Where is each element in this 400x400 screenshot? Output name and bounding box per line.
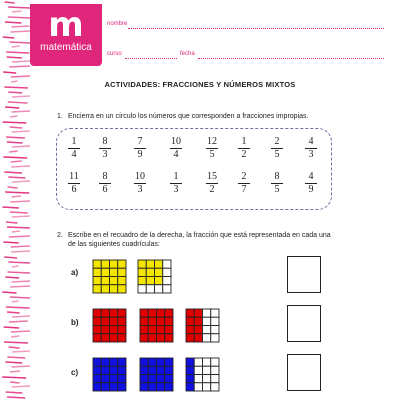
grid-cell-filled — [186, 375, 194, 383]
shaded-grid — [139, 357, 174, 392]
sidebar-stroke — [4, 257, 17, 258]
grid-cell-empty — [211, 358, 219, 366]
grid-cell-filled — [140, 326, 148, 334]
grid-cell-filled — [118, 285, 126, 293]
sidebar-stroke — [3, 37, 15, 38]
grid-cell-filled — [186, 317, 194, 325]
numerator: 4 — [308, 171, 314, 182]
shaded-grid — [92, 357, 127, 392]
row2-fraction[interactable] — [233, 171, 255, 196]
grid-cell-filled — [165, 383, 173, 391]
sidebar-stroke — [9, 66, 30, 67]
grid-cell-filled — [165, 334, 173, 342]
shaded-grid — [185, 308, 220, 343]
grid-cell-filled — [194, 317, 202, 325]
sidebar-stroke — [2, 377, 26, 378]
grid-cell-empty — [203, 358, 211, 366]
grid-cell-filled — [101, 260, 109, 268]
q2-number: 2. — [57, 232, 63, 239]
grid-cell-empty — [203, 326, 211, 334]
sidebar-pattern — [0, 0, 31, 400]
grid-cell-filled — [93, 285, 101, 293]
denominator: 9 — [137, 149, 143, 160]
row2-fraction[interactable] — [129, 171, 151, 196]
grid-cell-filled — [93, 309, 101, 317]
sidebar-stroke — [9, 321, 28, 322]
grid-cell-filled — [157, 326, 165, 334]
grid-cell-filled — [165, 375, 173, 383]
denominator: 4 — [173, 149, 179, 160]
sidebar-stroke — [12, 181, 30, 182]
sidebar-stroke — [5, 107, 19, 108]
sidebar-stroke — [12, 46, 20, 47]
grid-cell-filled — [110, 260, 118, 268]
sidebar-stroke — [10, 127, 22, 128]
grid-cell-filled — [194, 309, 202, 317]
grid-cell-filled — [138, 260, 146, 268]
sidebar-stroke — [12, 386, 30, 387]
sidebar-stroke — [11, 26, 29, 27]
grid-cell-filled — [93, 326, 101, 334]
grid-cell-filled — [140, 358, 148, 366]
grid-cell-empty — [194, 366, 202, 374]
row2-fraction[interactable] — [266, 171, 288, 196]
grid-cell-empty — [138, 285, 146, 293]
nombre-label: nombre — [107, 21, 128, 27]
grid-cell-empty — [155, 285, 163, 293]
grid-cell-empty — [163, 285, 171, 293]
grid-cell-filled — [165, 366, 173, 374]
grid-cell-filled — [148, 317, 156, 325]
grid-cell-empty — [203, 383, 211, 391]
sidebar-stroke — [6, 307, 30, 308]
denominator: 6 — [71, 184, 77, 195]
row1-fraction[interactable] — [201, 136, 223, 161]
row1-fraction[interactable] — [266, 136, 288, 161]
numerator: 10 — [171, 136, 181, 147]
grid-cell-filled — [157, 358, 165, 366]
sidebar-stroke — [12, 231, 20, 232]
denominator: 7 — [241, 184, 247, 195]
grid-cell-filled — [157, 317, 165, 325]
grid-cell-filled — [148, 334, 156, 342]
grid-cell-filled — [186, 326, 194, 334]
sidebar-stroke — [9, 236, 30, 237]
grid-cell-filled — [110, 383, 118, 391]
numerator: 2 — [274, 136, 280, 147]
grid-cell-filled — [186, 366, 194, 374]
row1-fraction[interactable] — [129, 136, 151, 161]
grid-cell-filled — [110, 326, 118, 334]
q1-number: 1. — [57, 113, 63, 120]
grid-cell-empty — [203, 317, 211, 325]
denominator: 5 — [274, 184, 280, 195]
sidebar-stroke — [12, 316, 30, 317]
sidebar-stroke — [11, 246, 30, 247]
logo-letter: m — [48, 5, 84, 45]
sidebar-stroke — [5, 277, 19, 278]
sidebar-stroke — [11, 336, 19, 337]
grid-cell-empty — [194, 375, 202, 383]
sidebar-stroke — [11, 161, 22, 162]
row1-fraction[interactable] — [233, 136, 255, 161]
grid-cell-filled — [140, 309, 148, 317]
sidebar-stroke — [8, 272, 30, 273]
grid-cell-filled — [93, 277, 101, 285]
sidebar-stroke — [10, 212, 28, 213]
numerator: 1 — [173, 171, 179, 182]
grid-cell-filled — [148, 375, 156, 383]
q2-text-line2: de las siguientes cuadrículas: — [68, 241, 160, 248]
grid-cell-filled — [110, 358, 118, 366]
grid-cell-filled — [93, 383, 101, 391]
grid-cell-filled — [110, 285, 118, 293]
grid-cell-filled — [110, 334, 118, 342]
sidebar-stroke — [10, 116, 17, 117]
grid-cell-filled — [101, 334, 109, 342]
grid-cell-filled — [118, 260, 126, 268]
sidebar-stroke — [3, 157, 27, 158]
sidebar-stroke — [7, 312, 20, 313]
sidebar-stroke — [12, 96, 30, 97]
sidebar-stroke — [2, 292, 16, 293]
q1-text: Encierra en un círculo los números que corresponden a fracciones impropias. — [68, 113, 309, 120]
page-title: ACTIVIDADES: FRACCIONES Y NÚMEROS MIXTOS — [104, 80, 296, 89]
grid-cell-filled — [155, 268, 163, 276]
sidebar-stroke — [10, 286, 30, 287]
grid-cell-empty — [203, 375, 211, 383]
grid-cell-filled — [101, 317, 109, 325]
sidebar-stroke — [3, 72, 16, 73]
grid-cell-filled — [110, 268, 118, 276]
row2-fraction[interactable] — [63, 171, 85, 196]
denominator: 4 — [71, 149, 77, 160]
curso-line[interactable] — [125, 58, 177, 59]
sidebar-stroke — [2, 207, 19, 208]
grid-cell-empty — [163, 277, 171, 285]
grid-cell-filled — [93, 375, 101, 383]
grid-cell-filled — [146, 277, 154, 285]
numerator: 7 — [137, 136, 143, 147]
sidebar-stroke — [4, 342, 28, 343]
grid-cell-filled — [148, 309, 156, 317]
grid-cell-filled — [101, 326, 109, 334]
sidebar-stroke — [6, 222, 17, 223]
sidebar-stroke — [12, 366, 30, 367]
numerator: 1 — [71, 136, 77, 147]
row-b-label: b) — [71, 318, 79, 327]
denominator: 5 — [274, 149, 280, 160]
sidebar-stroke — [6, 137, 25, 138]
denominator: 2 — [241, 149, 247, 160]
sidebar-stroke — [7, 57, 22, 58]
grid-cell-filled — [148, 326, 156, 334]
shaded-grid — [139, 308, 174, 343]
grid-cell-filled — [118, 309, 126, 317]
grid-cell-filled — [118, 334, 126, 342]
sidebar-stroke — [12, 11, 21, 12]
denominator: 3 — [137, 184, 143, 195]
grid-cell-filled — [165, 326, 173, 334]
grid-cell-filled — [140, 317, 148, 325]
curso-label: curso — [107, 51, 122, 57]
shaded-grid — [92, 259, 127, 294]
row1-fraction[interactable] — [94, 136, 116, 161]
sidebar-stroke — [12, 216, 30, 217]
grid-cell-filled — [140, 383, 148, 391]
row1-fraction[interactable] — [165, 136, 187, 161]
q2-text-line1: Escribe en el recuadro de la derecha, la fracción que está representada en cada una — [68, 232, 331, 239]
row-c-label: c) — [71, 368, 79, 377]
grid-cell-empty — [203, 366, 211, 374]
denominator: 9 — [308, 184, 314, 195]
sidebar-stroke — [10, 31, 30, 32]
grid-cell-filled — [157, 383, 165, 391]
grid-cell-filled — [194, 326, 202, 334]
grid-cell-filled — [118, 326, 126, 334]
numerator: 2 — [241, 171, 247, 182]
sidebar-stroke — [4, 327, 20, 328]
sidebar-stroke — [8, 102, 28, 103]
sidebar-stroke — [8, 92, 22, 93]
grid-cell-filled — [146, 260, 154, 268]
grid-cell-filled — [101, 285, 109, 293]
denominator: 3 — [173, 184, 179, 195]
grid-cell-filled — [118, 317, 126, 325]
grid-cell-empty — [211, 334, 219, 342]
grid-cell-filled — [110, 366, 118, 374]
row2-fraction[interactable] — [201, 171, 223, 196]
grid-cell-filled — [93, 334, 101, 342]
grid-cell-empty — [203, 309, 211, 317]
sidebar-stroke — [8, 187, 18, 188]
sidebar-stroke — [9, 151, 18, 152]
grid-cell-empty — [211, 317, 219, 325]
grid-cell-empty — [211, 309, 219, 317]
sidebar-stroke — [3, 242, 18, 243]
grid-cell-empty — [146, 285, 154, 293]
sidebar-stroke — [7, 397, 25, 398]
grid-cell-filled — [186, 358, 194, 366]
sidebar-stroke — [5, 362, 22, 363]
sidebar-stroke — [12, 131, 30, 132]
grid-cell-filled — [101, 268, 109, 276]
grid-cell-empty — [211, 366, 219, 374]
grid-cell-filled — [110, 375, 118, 383]
sidebar-stroke — [11, 111, 30, 112]
sidebar-stroke — [8, 17, 30, 18]
grid-cell-empty — [211, 375, 219, 383]
sidebar-stroke — [10, 42, 30, 43]
sidebar-stroke — [7, 142, 23, 143]
grid-cell-filled — [93, 317, 101, 325]
sidebar-stroke — [12, 61, 30, 62]
grid-cell-filled — [93, 366, 101, 374]
sidebar-stroke — [12, 351, 30, 352]
grid-cell-filled — [118, 277, 126, 285]
grid-cell-filled — [186, 309, 194, 317]
decorative-sidebar — [0, 0, 31, 400]
grid-cell-filled — [118, 366, 126, 374]
grid-cell-filled — [118, 383, 126, 391]
numerator: 1 — [241, 136, 247, 147]
sidebar-stroke — [11, 166, 30, 167]
numerator: 8 — [102, 171, 108, 182]
sidebar-stroke — [12, 266, 19, 267]
sidebar-stroke — [8, 7, 30, 8]
grid-cell-filled — [138, 277, 146, 285]
sidebar-stroke — [6, 392, 23, 393]
grid-cell-filled — [157, 366, 165, 374]
grid-cell-filled — [101, 277, 109, 285]
grid-cell-filled — [140, 375, 148, 383]
grid-cell-filled — [157, 375, 165, 383]
grid-cell-empty — [163, 268, 171, 276]
sidebar-stroke — [10, 382, 20, 383]
grid-cell-filled — [101, 375, 109, 383]
grid-cell-filled — [148, 358, 156, 366]
sidebar-stroke — [11, 76, 30, 77]
sidebar-stroke — [12, 146, 30, 147]
shaded-grid — [185, 357, 220, 392]
numerator: 8 — [274, 171, 280, 182]
sidebar-stroke — [12, 281, 30, 282]
grid-cell-filled — [186, 334, 194, 342]
grid-cell-filled — [118, 358, 126, 366]
denominator: 2 — [209, 184, 215, 195]
grid-cell-filled — [138, 268, 146, 276]
grid-cell-filled — [165, 358, 173, 366]
numerator: 4 — [308, 136, 314, 147]
row2-fraction[interactable] — [165, 171, 187, 196]
grid-cell-filled — [194, 334, 202, 342]
grid-cell-filled — [157, 309, 165, 317]
grid-cell-empty — [194, 358, 202, 366]
grid-cell-filled — [155, 260, 163, 268]
grid-cell-filled — [140, 334, 148, 342]
numerator: 10 — [135, 171, 145, 182]
sidebar-stroke — [5, 22, 21, 23]
nombre-line[interactable] — [128, 28, 384, 29]
sidebar-stroke — [7, 227, 30, 228]
denominator: 5 — [209, 149, 215, 160]
sidebar-stroke — [6, 52, 29, 53]
grid-cell-filled — [140, 366, 148, 374]
grid-cell-filled — [165, 309, 173, 317]
numerator: 15 — [207, 171, 217, 182]
denominator: 3 — [102, 149, 108, 160]
grid-cell-filled — [93, 268, 101, 276]
sidebar-stroke — [5, 2, 15, 3]
grid-cell-empty — [194, 383, 202, 391]
grid-cell-filled — [93, 260, 101, 268]
row2-fraction[interactable] — [300, 171, 322, 196]
brand-name: matemática — [40, 42, 92, 53]
grid-cell-filled — [101, 366, 109, 374]
grid-cell-filled — [110, 317, 118, 325]
grid-cell-filled — [146, 268, 154, 276]
answer-box-c[interactable] — [287, 354, 321, 391]
sidebar-stroke — [10, 297, 30, 298]
numerator: 12 — [207, 136, 217, 147]
sidebar-stroke — [11, 196, 21, 197]
sidebar-stroke — [11, 331, 30, 332]
denominator: 3 — [308, 149, 314, 160]
grid-cell-filled — [118, 375, 126, 383]
grade-label: 6º básico — [54, 53, 83, 60]
sidebar-stroke — [10, 201, 30, 202]
grid-cell-empty — [211, 383, 219, 391]
fecha-label: fecha — [180, 51, 195, 57]
grid-cell-empty — [163, 260, 171, 268]
grid-cell-filled — [157, 334, 165, 342]
grid-cell-filled — [101, 309, 109, 317]
grid-cell-empty — [203, 334, 211, 342]
sidebar-stroke — [4, 172, 22, 173]
sidebar-stroke — [9, 347, 20, 348]
sidebar-stroke — [8, 262, 30, 263]
grid-cell-empty — [211, 326, 219, 334]
sidebar-stroke — [11, 251, 30, 252]
row2-fraction[interactable] — [94, 171, 116, 196]
shaded-grid — [92, 308, 127, 343]
sidebar-stroke — [12, 301, 19, 302]
grid-cell-filled — [93, 358, 101, 366]
numerator: 8 — [102, 136, 108, 147]
answer-box-a[interactable] — [287, 256, 321, 293]
answer-box-b[interactable] — [287, 305, 321, 342]
row1-fraction[interactable] — [63, 136, 85, 161]
grid-cell-filled — [148, 366, 156, 374]
denominator: 6 — [102, 184, 108, 195]
grid-cell-filled — [155, 277, 163, 285]
shaded-grid — [137, 259, 172, 294]
sidebar-stroke — [3, 122, 27, 123]
sidebar-stroke — [10, 371, 20, 372]
grid-cell-filled — [110, 309, 118, 317]
grid-cell-filled — [165, 317, 173, 325]
grid-cell-filled — [186, 383, 194, 391]
sidebar-stroke — [5, 192, 29, 193]
sidebar-stroke — [8, 177, 25, 178]
fecha-line[interactable] — [198, 58, 384, 59]
grid-cell-filled — [101, 358, 109, 366]
grid-cell-filled — [101, 383, 109, 391]
row1-fraction[interactable] — [300, 136, 322, 161]
numerator: 11 — [69, 171, 79, 182]
row-a-label: a) — [71, 268, 79, 277]
grid-cell-filled — [148, 383, 156, 391]
sidebar-stroke — [7, 357, 25, 358]
grid-cell-filled — [110, 277, 118, 285]
grid-cell-filled — [118, 268, 126, 276]
